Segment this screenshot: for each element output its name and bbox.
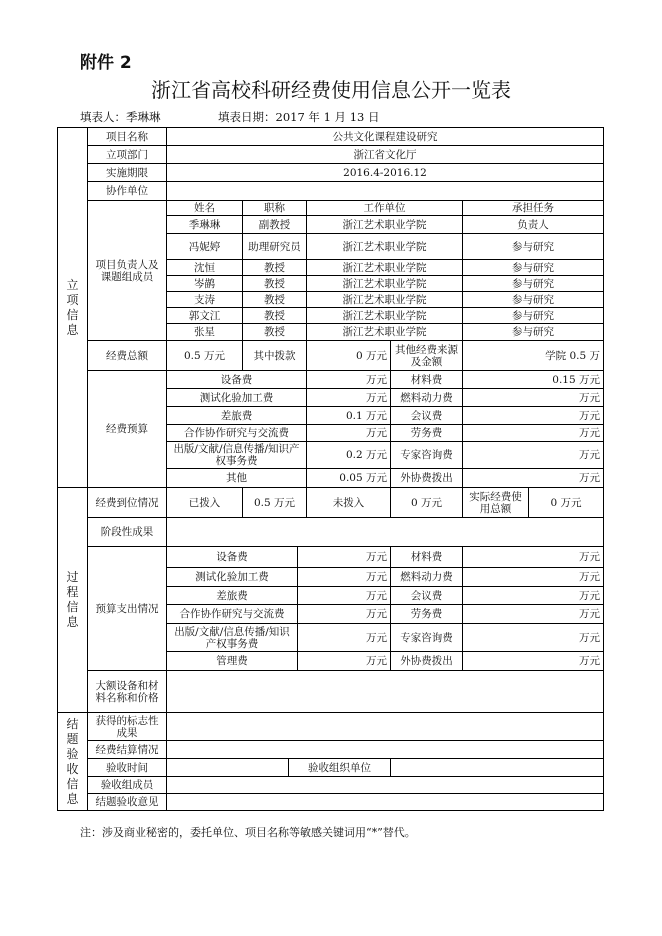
member-cell: 参与研究 (462, 323, 604, 341)
spend-cell: 万元 (462, 623, 604, 652)
filler: 填表人：季琳琳 (80, 110, 161, 124)
budget-cell: 测试化验加工费 (166, 388, 307, 407)
spend-cell: 万元 (297, 604, 391, 624)
grant-value: 0 万元 (306, 340, 391, 371)
other-value: 学院 0.5 万 (462, 340, 604, 371)
budget-cell: 合作协作研究与交流费 (166, 424, 307, 442)
attachment-label: 附件 2 (80, 53, 132, 73)
arrival-label: 经费到位情况 (87, 487, 167, 518)
member-cell: 参与研究 (462, 275, 604, 292)
budget-cell: 万元 (306, 424, 391, 442)
spend-cell: 燃料动力费 (390, 567, 463, 587)
budget-cell: 0.1 万元 (306, 406, 391, 425)
spend-cell: 外协费拨出 (390, 651, 463, 671)
fill-date: 填表日期：2017 年 1 月 13 日 (218, 110, 380, 124)
budget-cell: 会议费 (390, 406, 463, 425)
member-cell: 郭文江 (166, 307, 243, 324)
budget-cell: 万元 (462, 406, 604, 425)
large-value (166, 670, 604, 713)
spend-cell: 材料费 (390, 546, 463, 568)
member-cell: 参与研究 (462, 307, 604, 324)
spend-cell: 出版/文献/信息传播/知识产权事务费 (166, 623, 298, 652)
member-cell: 岑鹋 (166, 275, 243, 292)
members-header: 姓名 (166, 200, 243, 216)
other-label: 其他经费来源及金额 (390, 340, 463, 371)
member-cell: 教授 (242, 259, 307, 276)
budget-cell: 出版/文献/信息传播/知识产权事务费 (166, 441, 307, 469)
spend-cell: 万元 (297, 546, 391, 568)
spend-cell: 万元 (462, 546, 604, 568)
total-value: 0.5 万元 (166, 340, 243, 371)
budget-cell: 万元 (306, 388, 391, 407)
members-header: 职称 (242, 200, 307, 216)
budget-cell: 差旅费 (166, 406, 307, 425)
section-label-setup: 立项信息 (57, 127, 88, 488)
name-label: 项目名称 (87, 127, 167, 146)
member-cell: 教授 (242, 275, 307, 292)
budget-cell: 劳务费 (390, 424, 463, 442)
member-cell: 季琳琳 (166, 215, 243, 234)
spend-cell: 会议费 (390, 586, 463, 605)
budget-cell: 0.2 万元 (306, 441, 391, 469)
spend-cell: 万元 (462, 651, 604, 671)
time-value (166, 758, 289, 777)
member-cell: 参与研究 (462, 233, 604, 260)
opinion-label: 结题验收意见 (87, 793, 167, 811)
member-cell: 沈恒 (166, 259, 243, 276)
member-cell: 教授 (242, 291, 307, 308)
budget-cell: 其他 (166, 468, 307, 488)
collab-value (166, 181, 604, 201)
spend-cell: 万元 (297, 567, 391, 587)
dept-value: 浙江省文化厅 (166, 145, 604, 164)
arrival-received: 0.5 万元 (242, 487, 307, 518)
budget-cell: 专家咨询费 (390, 441, 463, 469)
budget-cell: 外协费拨出 (390, 468, 463, 488)
budget-cell: 材料费 (390, 370, 463, 389)
acceptance-members-label: 验收组成员 (87, 776, 167, 794)
member-cell: 支涛 (166, 291, 243, 308)
period-value: 2016.4-2016.12 (166, 163, 604, 182)
spend-cell: 万元 (297, 651, 391, 671)
section-label-process: 过程信息 (57, 487, 88, 713)
budget-label: 经费预算 (87, 370, 167, 488)
arrival-actual: 0 万元 (528, 487, 604, 518)
org-value (390, 758, 604, 777)
spend-cell: 合作协作研究与交流费 (166, 604, 298, 624)
budget-cell: 万元 (462, 468, 604, 488)
budget-cell: 设备费 (166, 370, 307, 389)
budget-cell: 万元 (462, 424, 604, 442)
spend-label: 预算支出情况 (87, 546, 167, 671)
member-cell: 浙江艺术职业学院 (306, 259, 463, 276)
member-cell: 浙江艺术职业学院 (306, 275, 463, 292)
collab-label: 协作单位 (87, 181, 167, 201)
org-label: 验收组织单位 (288, 758, 391, 777)
member-cell: 教授 (242, 323, 307, 341)
spend-cell: 劳务费 (390, 604, 463, 624)
settle-label: 经费结算情况 (87, 740, 167, 759)
time-label: 验收时间 (87, 758, 167, 777)
budget-cell: 燃料动力费 (390, 388, 463, 407)
budget-cell: 万元 (306, 370, 391, 389)
settle-value (166, 740, 604, 759)
member-cell: 负责人 (462, 215, 604, 234)
spend-cell: 设备费 (166, 546, 298, 568)
opinion-value (166, 793, 604, 811)
arrival-pending: 0 万元 (390, 487, 463, 518)
spend-cell: 万元 (297, 586, 391, 605)
members-header: 承担任务 (462, 200, 604, 216)
section-label-closing: 结题验收信息 (57, 712, 88, 811)
dept-label: 立项部门 (87, 145, 167, 164)
arrival-actual-label: 实际经费使用总额 (462, 487, 529, 518)
budget-cell: 0.15 万元 (462, 370, 604, 389)
members-header: 工作单位 (306, 200, 463, 216)
member-cell: 浙江艺术职业学院 (306, 215, 463, 234)
page-title: 浙江省高校科研经费使用信息公开一览表 (151, 78, 511, 102)
spend-cell: 专家咨询费 (390, 623, 463, 652)
arrival-pending-label: 未拨入 (306, 487, 391, 518)
acceptance-members-value (166, 776, 604, 794)
total-label: 经费总额 (87, 340, 167, 371)
landmark-label: 获得的标志性成果 (87, 712, 167, 741)
budget-cell: 万元 (462, 388, 604, 407)
name-value: 公共文化课程建设研究 (166, 127, 604, 146)
member-cell: 浙江艺术职业学院 (306, 291, 463, 308)
member-cell: 冯妮婷 (166, 233, 243, 260)
member-cell: 参与研究 (462, 259, 604, 276)
spend-cell: 万元 (297, 623, 391, 652)
member-cell: 浙江艺术职业学院 (306, 307, 463, 324)
spend-cell: 测试化验加工费 (166, 567, 298, 587)
member-cell: 副教授 (242, 215, 307, 234)
members-label: 项目负责人及课题组成员 (87, 200, 167, 341)
spend-cell: 万元 (462, 604, 604, 624)
landmark-value (166, 712, 604, 741)
member-cell: 教授 (242, 307, 307, 324)
arrival-received-label: 已拨入 (166, 487, 243, 518)
grant-label: 其中拨款 (242, 340, 307, 371)
spend-cell: 差旅费 (166, 586, 298, 605)
member-cell: 浙江艺术职业学院 (306, 233, 463, 260)
budget-cell: 0.05 万元 (306, 468, 391, 488)
large-label: 大额设备和材料名称和价格 (87, 670, 167, 713)
member-cell: 参与研究 (462, 291, 604, 308)
member-cell: 助理研究员 (242, 233, 307, 260)
spend-cell: 万元 (462, 586, 604, 605)
budget-cell: 万元 (462, 441, 604, 469)
member-cell: 浙江艺术职业学院 (306, 323, 463, 341)
footnote: 注：涉及商业秘密的，委托单位、项目名称等敏感关键词用“*”替代。 (80, 826, 416, 839)
spend-cell: 管理费 (166, 651, 298, 671)
phase-label: 阶段性成果 (87, 517, 167, 547)
period-label: 实施期限 (87, 163, 167, 182)
member-cell: 张星 (166, 323, 243, 341)
phase-value (166, 517, 604, 547)
spend-cell: 万元 (462, 567, 604, 587)
